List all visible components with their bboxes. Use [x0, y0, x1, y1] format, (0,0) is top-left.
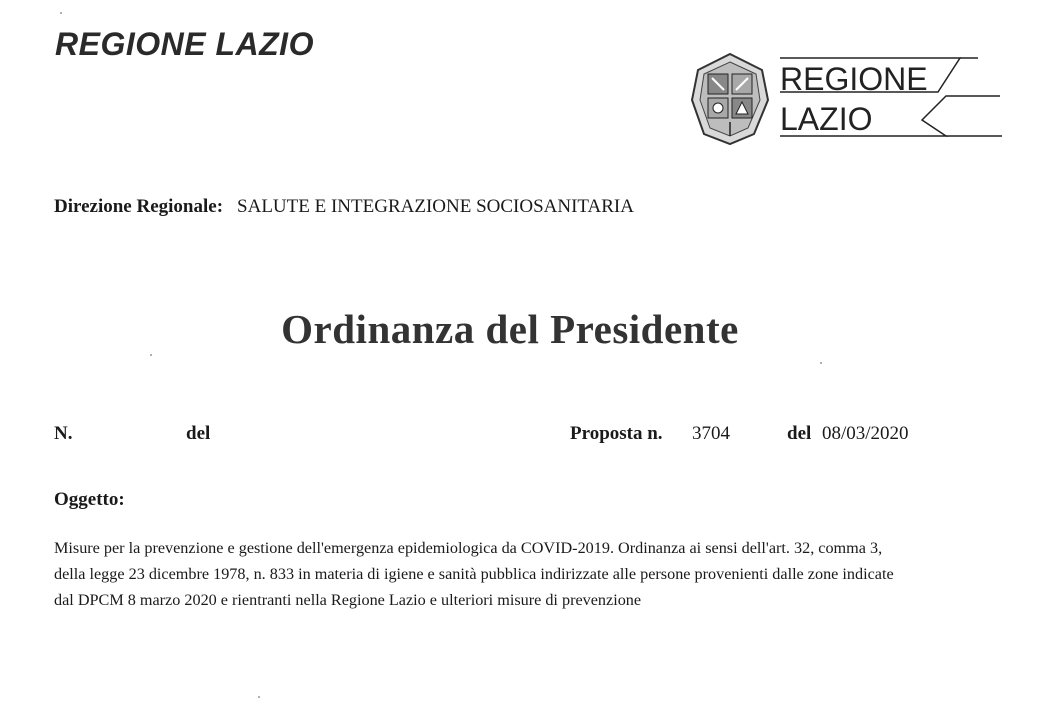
oggetto-line: dal DPCM 8 marzo 2020 e rientranti nella Regione Lazio e ulteriori misure di prevenzione — [54, 591, 642, 609]
scan-speck — [820, 362, 822, 364]
number-label: N. — [54, 423, 73, 444]
logo-line-1: REGIONE — [780, 61, 928, 97]
document-title: Ordinanza del Presidente — [281, 306, 739, 352]
direzione-label: Direzione Regionale: — [54, 196, 224, 217]
proposta-date-label: del — [787, 423, 812, 444]
proposta-number: 3704 — [692, 423, 730, 444]
date-label: del — [186, 423, 211, 444]
scan-speck — [150, 354, 152, 356]
proposta-date: 08/03/2020 — [822, 423, 909, 444]
direzione-value: SALUTE E INTEGRAZIONE SOCIOSANITARIA — [237, 196, 634, 217]
scan-speck — [60, 12, 62, 14]
oggetto-line: della legge 23 dicembre 1978, n. 833 in materia di igiene e sanità pubblica indirizzate alle persone provenienti dalle zone indicate — [54, 565, 894, 583]
scan-speck — [258, 696, 260, 698]
oggetto-text — [54, 535, 984, 613]
logo-line-2: LAZIO — [780, 101, 873, 137]
proposta-label: Proposta n. — [570, 423, 663, 444]
oggetto-label: Oggetto: — [54, 489, 125, 510]
region-header-title: REGIONE LAZIO — [55, 26, 314, 62]
oggetto-line: Misure per la prevenzione e gestione dell'emergenza epidemiologica da COVID-2019. Ordinanza ai sensi dell'art. 32, comma 3, — [54, 539, 883, 557]
regione-lazio-logo — [688, 52, 1008, 146]
coat-of-arms-icon — [692, 54, 768, 144]
direzione-row — [54, 196, 634, 218]
